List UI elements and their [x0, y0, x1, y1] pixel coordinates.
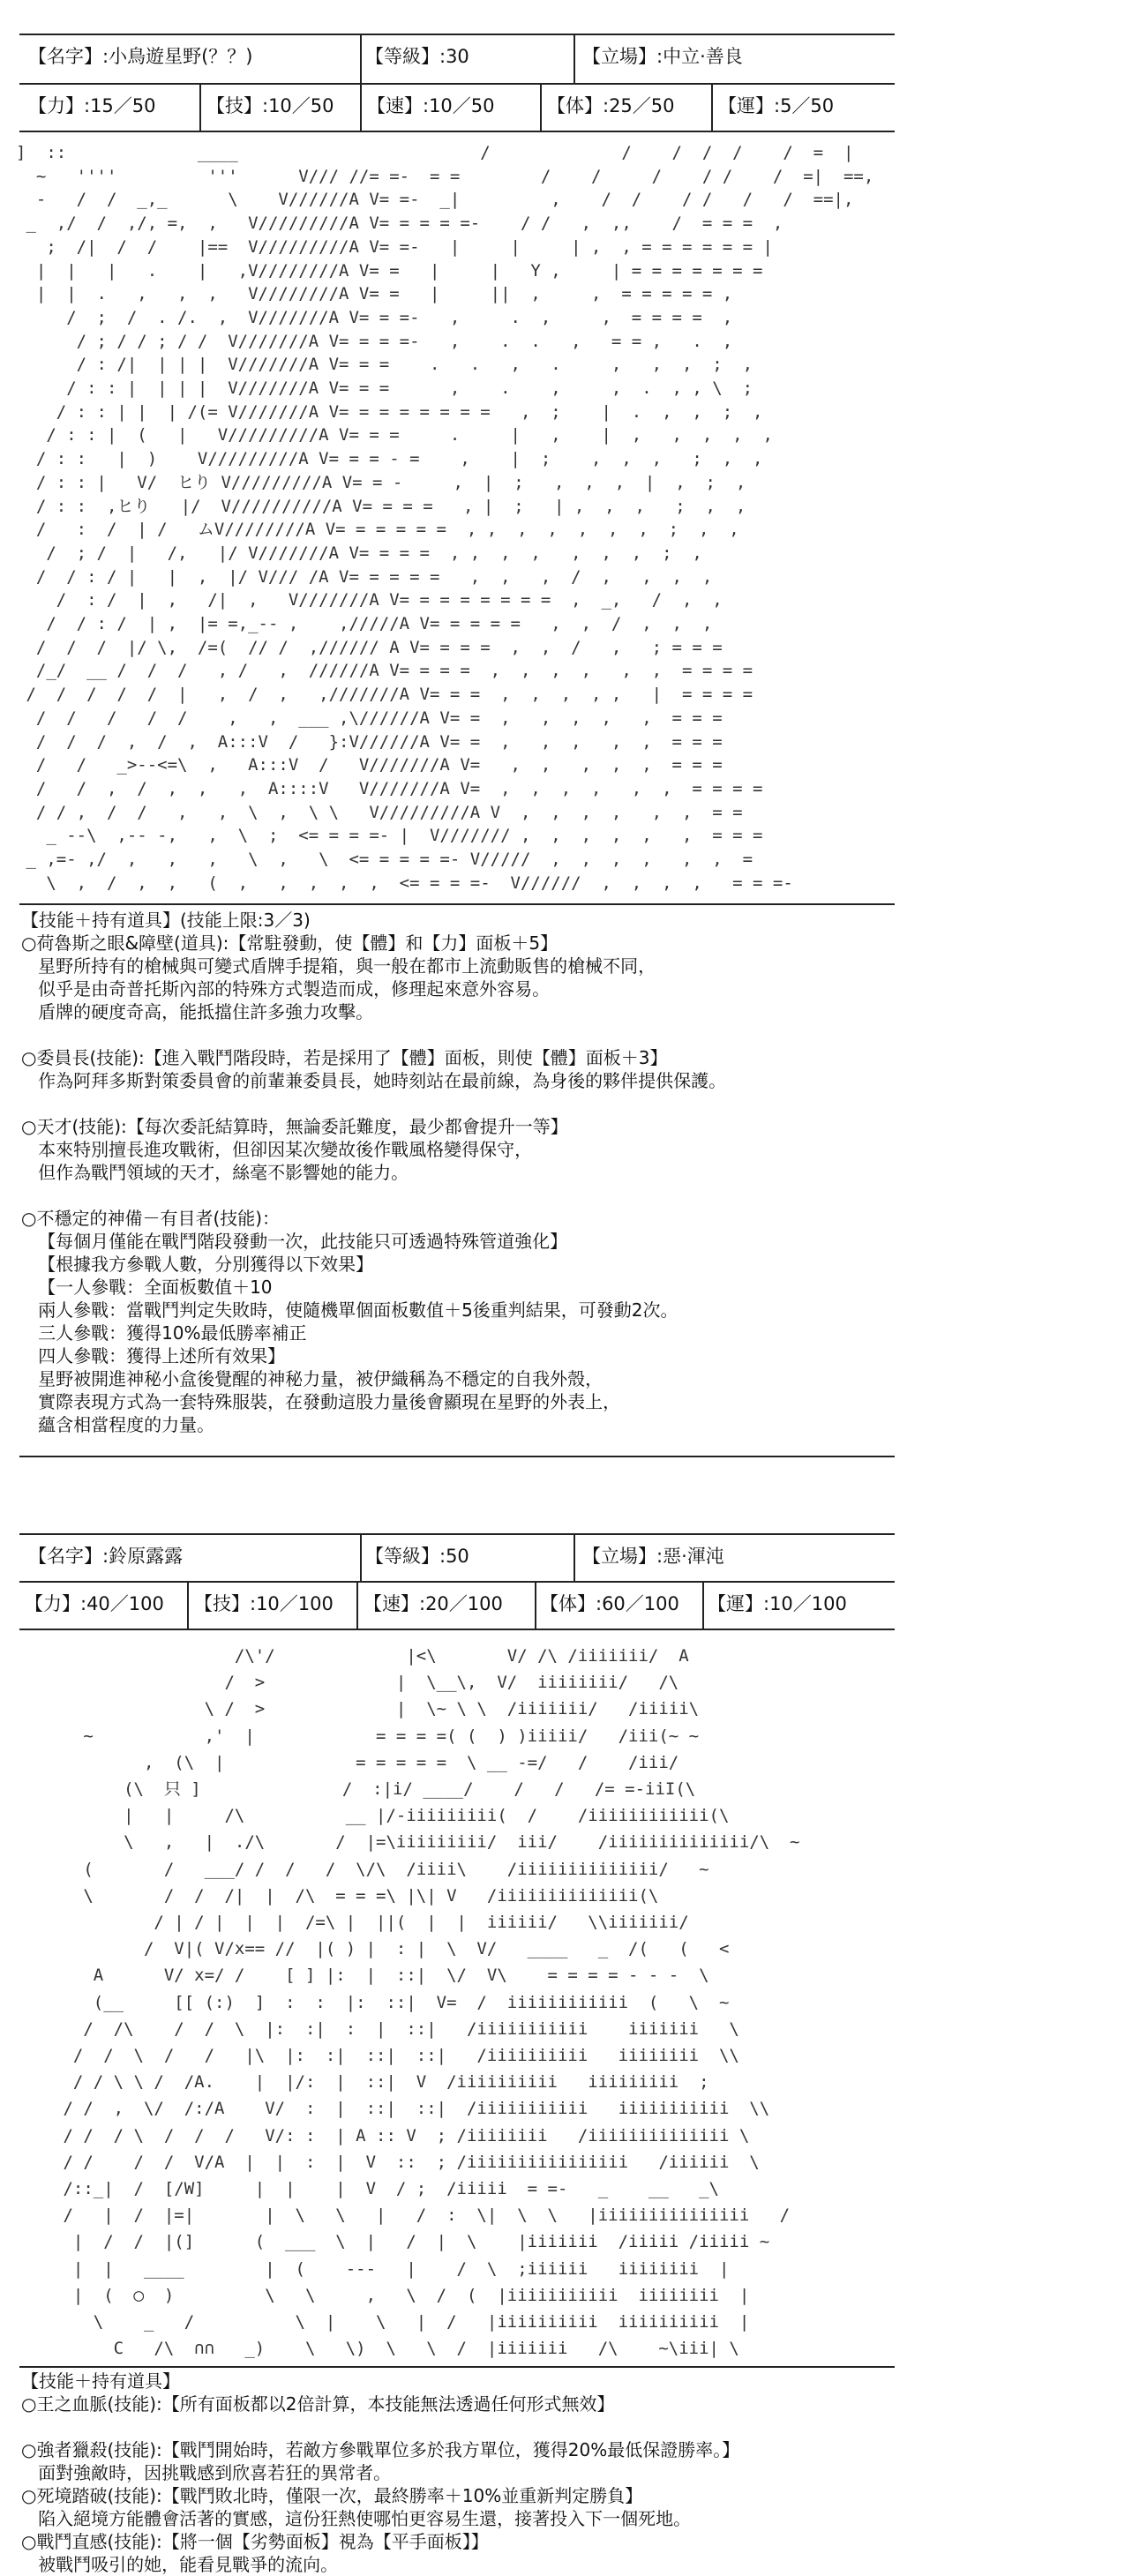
skill-line	[21, 2415, 903, 2438]
table-divider	[187, 1581, 189, 1629]
table-divider	[356, 1581, 358, 1629]
skill-line: ○不穩定的神備－有目者(技能)：	[21, 1208, 281, 1229]
skill-line: 星野所持有的槍械與可變式盾牌手提箱，與一般在都市上流動販售的槍械不同，	[21, 955, 656, 977]
ascii-art-portrait: /\'/ |<\ V/ /\ /iiiiiii/ A / > | \__\, V/ iiiiiiii/ /\ \ / > | \~ \ \ /iiiiiii/ /iiiii\ ~ ,' | = = = =( ( ) )iiiii/ /iii(~ ~ , (\ | = = = = = \ __ -=/ / /iii/ (\ 只 ] / :|i/ ____/ / / /= =-iiI(\ | | /\ __ |/-iiiiiiiii( / /iiiiiiiiiiii(\ \ , | ./\ / |=\iiiiiiiii/ iii/ /iiiiiiiiiiiiii/\ ~ ( / ___/ / / / \/\ /iiii\ /iiiiiiiiiiiiii/ ~ \ / / /| | /\ = = =\ |\| V /iiiiiiiiiiiiii(\ / | / | | | /=\ | ||( | | iiiiii/ \\iiiiiii/ / V|( V/x== // |( ) | : | \ V/ ____ _ /( ( < A V/ x=/ / [ ] |: | ::| \/ V\ = = = = - - - \ (__ [[ (:) ] : : |: ::| V= / iiiiiiiiiiii ( \ ~ / /\ / / \ |: :| : | ::| /iiiiiiiiiii iiiiiii \ / / \ / / |\ |: :| ::| ::| /iiiiiiiiii iiiiiiii \\ / / \ \ / /A. | |/: | ::| V /iiiiiiiiii iiiiiiiii ; / / , \/ /:/A V/ : | ::| ::| /iiiiiiiiiii iiiiiiiiiii \\ / / / \ / / / V/: : | A :: V ; /iiiiiiii /iiiiiiiiiiiiii \ / / / / V/A | | : | V :: ; /iiiiiiiiiiiiiiii /iiiiii \ /::_| / [/W] | | | V / ; /iiiii = =- _ __ _\ / | / |=| | \ \ | / : \| \ \ |iiiiiiiiiiiiiii / | / / |(] ( ___ \ | / | \ |iiiiiii /iiiii /iiiii ~ | | ____ | ( --- | / \ ;iiiiii iiiiiiii | | ( ◯ ) \ \ , \ / ( |iiiiiiiiiii iiiiiiii | \ _ / \ | \ | / |iiiiiiiiii iiiiiiiiii | C /\ ∩∩ _) \ \) \ \ / |iiiiiii /\ ~\iii| \	[63, 1646, 800, 2359]
table-divider	[574, 34, 575, 83]
character-stance: 【立場】:惡·渾沌	[582, 1546, 724, 1567]
table-border-top	[19, 1533, 895, 1535]
table-divider	[535, 1581, 536, 1629]
skill-line: 四人參戰：獲得上述所有效果】	[21, 1345, 286, 1367]
table-border-middle	[19, 83, 895, 85]
skill-line: ○強者獵殺(技能):【戰鬥開始時，若敵方參戰單位多於我方單位，獲得20%最低保證勝率。】	[21, 2439, 740, 2460]
skill-line: 兩人參戰：當戰鬥判定失敗時，使隨機單個面板數值＋5後重判結果，可發動2次。	[21, 1299, 678, 1321]
skill-line: ○荷魯斯之眼&障壁(道具):【常駐發動，使【體】和【力】面板＋5】	[21, 932, 559, 954]
skill-line: 陷入絕境方能體會活著的實感，這份狂熱使哪怕更容易生還，接著投入下一個死地。	[21, 2508, 692, 2529]
table-divider	[702, 1581, 704, 1629]
skill-line: 三人參戰：獲得10%最低勝率補正	[21, 1322, 307, 1344]
section-divider	[19, 1456, 895, 1457]
stat-strength: 【力】:40／100	[25, 1593, 164, 1614]
character-stance: 【立場】:中立·善良	[582, 46, 743, 67]
table-border-middle	[19, 1581, 895, 1583]
character-level: 【等級】:50	[365, 1546, 469, 1567]
skills-section	[21, 909, 903, 1436]
character-level: 【等級】:30	[365, 46, 469, 67]
table-divider	[360, 1533, 362, 1581]
skill-line: 蘊含相當程度的力量。	[21, 1414, 215, 1435]
ascii-art-portrait: ] :: ____ / / / / / / = | ~ '''' ''' V/// //= =- = = / / / / / / =| ==, - / / _,_ \ V//////A V= =- _| , / / / / / / ==|, _ ,/ / ,/, =, , V/////////A V= = = = =- / / , ,, / = = = , ; /| / / |== V/////////A V= =- | | | , , = = = = = = | | | | . | ,V////////A V= = | | Y , | = = = = = = = | | . , , , V////////A V= = | || , , = = = = = , / ; / . /. , V///////A V= = =- , . , , = = = = , / ; / / ; / / V///////A V= = = =- , . . , = = , . , / : /| | | | V///////A V= = = . . , . , , , ; , / : : | | | | V///////A V= = = , . , , . , , \ ; / : : | | | /(= V///////A V= = = = = = = = , ; | . , , ; , / : : | ( | V/////////A V= = = . | , | , , , , , / : : | ) V/////////A V= = = - = , | ; , , , ; , , / : : | V/ ヒり V/////////A V= = - , | ; , , , | , ; , / : : ,ヒり |/ V//////////A V= = = = , | ; | , , , ; , , / : / | / ムV////////A V= = = = = = , , , , , , , ; , , / ; / | /, |/ V///////A V= = = = , , , , , , , ; , / / : / | | , |/ V/// /A V= = = = = , , , / , , , , / : / | , /| , V///////A V= = = = = = = = , _, / , , / / : / | , |= =,_-- , ,/////A V= = = = = , , / , , , / / / |/ \, /=( // / ,////// A V= = = = , , / , ; = = = /_/ __ / / / , / , //////A V= = = = , , , , , , = = = = / / / / / | , / , ,///////A V= = = , , , , , | = = = = / / / / / , , ___ ,\//////A V= = , , , , , = = = / / / , / , A:::V / }:V//////A V= = , , , , , = = = / / _>--<=\ , A:::V / V///////A V= , , , , , = = = / / , / , , , A::::V V///////A V= , , , , , , = = = = / / , / / , , \ , \ \ V/////////A V , , , , , , = = _ --\ ,-- -, , \ ; <= = = =- | V/////// , , , , , , = = = _ ,=- ,/ , , , \ , \ <= = = = =- V///// , , , , , , = \ , / , , ( , , , , , <= = = =- V////// , , , , = = =-	[16, 143, 874, 893]
table-border-bottom	[19, 131, 895, 132]
stat-technique: 【技】:10／100	[194, 1593, 334, 1614]
skill-line: ○王之血脈(技能):【所有面板都以2倍計算，本技能無法透過任何形式無效】	[21, 2393, 615, 2415]
stat-speed: 【速】:10／50	[367, 95, 495, 116]
skill-line: 【技能＋持有道具】	[21, 2370, 180, 2392]
skill-line: 但作為戰鬥領域的天才，絲毫不影響她的能力。	[21, 1162, 409, 1183]
skill-line: 【每個月僅能在戰鬥階段發動一次，此技能只可透過特殊管道強化】	[21, 1231, 568, 1252]
table-divider	[540, 83, 542, 131]
skill-line: 星野被開進神秘小盒後覺醒的神秘力量，被伊織稱為不穩定的自我外殼，	[21, 1368, 603, 1389]
stat-body: 【体】:25／50	[547, 95, 675, 116]
stat-strength: 【力】:15／50	[28, 95, 156, 116]
stat-luck: 【運】:10／100	[708, 1593, 847, 1614]
table-border-top	[19, 34, 895, 35]
skill-line: ○天才(技能):【每次委託結算時，無論委託難度，最少都會提升一等】	[21, 1116, 568, 1137]
skill-line: 實際表現方式為一套特殊服裝，在發動這股力量後會顯現在星野的外表上，	[21, 1391, 621, 1412]
skill-line: 盾牌的硬度奇高，能抵擋住許多強力攻擊。	[21, 1001, 374, 1022]
stat-luck: 【運】:5／50	[718, 95, 835, 116]
skill-line: 被戰鬥吸引的她，能看見戰爭的流向。	[21, 2554, 339, 2575]
character-name: 【名字】:鈴原露露	[28, 1546, 184, 1567]
stat-speed: 【速】:20／100	[364, 1593, 503, 1614]
skill-line: ○戰鬥直感(技能):【將一個【劣勢面板】視為【平手面板】】	[21, 2531, 489, 2552]
table-divider	[711, 83, 713, 131]
table-divider	[360, 83, 362, 131]
skills-section	[21, 2370, 903, 2576]
stat-technique: 【技】:10／50	[206, 95, 334, 116]
skill-line: 面對強敵時，因挑戰感到欣喜若狂的異常者。	[21, 2462, 392, 2483]
skill-line: 似乎是由奇普托斯內部的特殊方式製造而成，修理起來意外容易。	[21, 978, 551, 1000]
character-name: 【名字】:小鳥遊星野(？？)	[28, 46, 253, 67]
table-divider	[360, 34, 362, 83]
skill-line: 【技能＋持有道具】(技能上限:3／3)	[21, 910, 311, 931]
skill-line: ○死境踏破(技能):【戰鬥敗北時，僅限一次，最終勝率＋10%並重新判定勝負】	[21, 2485, 643, 2506]
table-divider	[574, 1533, 575, 1581]
skill-line	[21, 1184, 903, 1207]
skill-line: 【一人參戰：全面板數值＋10	[21, 1277, 273, 1298]
section-divider	[19, 903, 895, 905]
skill-line: ○委員長(技能):【進入戰鬥階段時，若是採用了【體】面板，則使【體】面板＋3】	[21, 1047, 668, 1068]
skill-line: 【根據我方參戰人數，分別獲得以下效果】	[21, 1254, 374, 1275]
table-border-bottom	[19, 1629, 895, 1630]
table-divider	[199, 83, 201, 131]
stat-body: 【体】:60／100	[540, 1593, 679, 1614]
skill-line: 作為阿拜多斯對策委員會的前輩兼委員長，她時刻站在最前線，為身後的夥伴提供保護。	[21, 1070, 727, 1091]
skill-line	[21, 1023, 903, 1046]
skill-line	[21, 1092, 903, 1115]
skill-line: 本來特別擅長進攻戰術，但卻因某次變故後作戰風格變得保守，	[21, 1139, 533, 1160]
section-divider	[19, 2366, 895, 2368]
